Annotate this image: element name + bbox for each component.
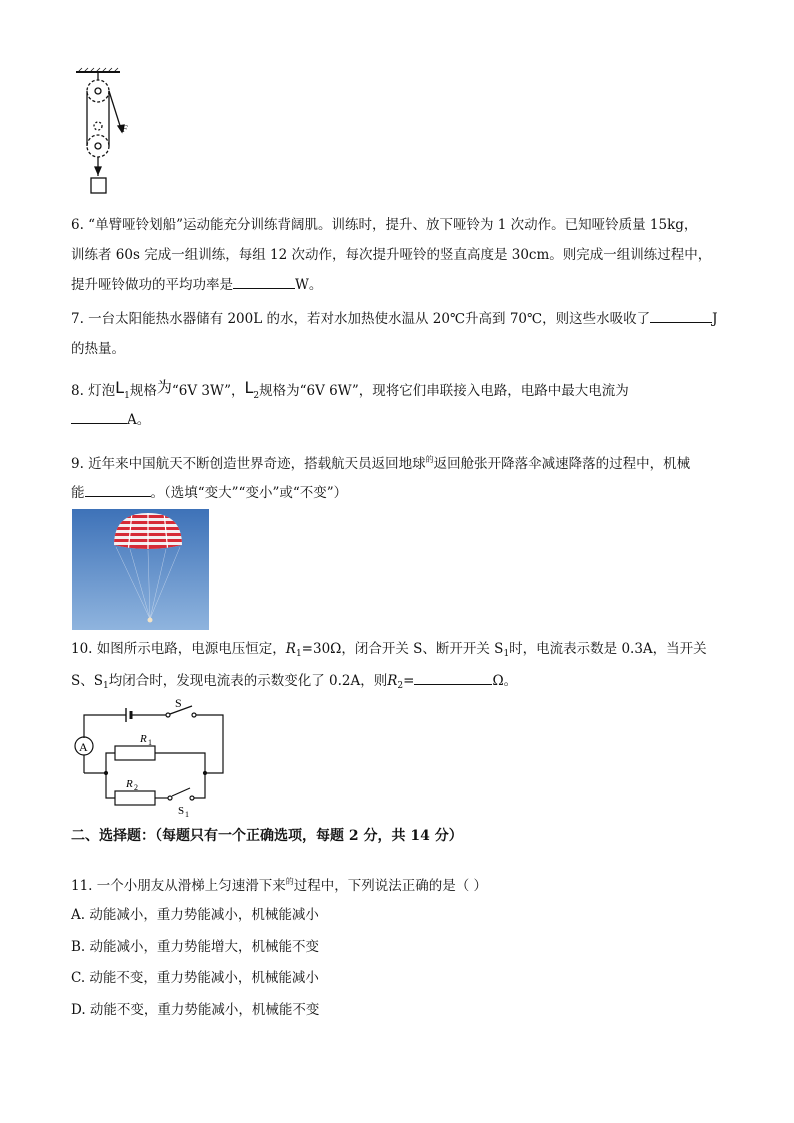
answer-blank[interactable]: [71, 411, 127, 424]
q9-line1: [71, 451, 690, 473]
q10-text: 均闭合时，发现电流表的示数变化了 0.2A，则: [108, 673, 388, 689]
q11-stem: [71, 873, 487, 895]
q10-line1: [71, 640, 707, 663]
r2-label: R: [126, 778, 133, 790]
q9-text: 能: [71, 485, 85, 501]
q7-line1: [71, 310, 718, 328]
answer-blank[interactable]: [233, 276, 295, 289]
q10-unit: Ω。: [492, 673, 518, 689]
q10-line2: [71, 672, 517, 695]
q8-text: “6V 3W”，: [171, 383, 245, 399]
option-c[interactable]: C. 动能不变，重力势能减小，机械能减小: [71, 970, 319, 986]
option-a[interactable]: A. 动能减小，重力势能减小，机械能减小: [71, 907, 319, 923]
answer-blank[interactable]: [85, 484, 151, 497]
q6-line2: 训练者 60s 完成一组训练，每组 12 次动作，每次提升哑铃的竖直高度是 30cm。则完成一组训练过程中，: [71, 247, 712, 263]
q8-text: 8. 灯泡: [71, 383, 116, 399]
r1-label: R: [140, 733, 147, 745]
q9-text: 9. 近年来中国航天不断创造世界奇迹，搭载航天员返回地球: [71, 456, 426, 472]
q8-text: 规格为“6V 6W”，现将它们串联接入电路，电路中最大电流为: [259, 383, 629, 399]
subscript: 1: [295, 649, 302, 659]
ammeter-label: A: [79, 740, 88, 754]
q9-text: 。（选填“变大”“变小”或“不变”）: [150, 485, 348, 501]
subscript: 1: [124, 391, 130, 401]
q10-text: =30Ω，闭合开关 S、断开开关 S: [301, 641, 504, 657]
subscript: 2: [253, 391, 260, 401]
circuit-diagram: [70, 694, 230, 819]
q6-line3: [71, 276, 322, 294]
q11-text: 11. 一个小朋友从滑梯上匀速滑下来: [71, 878, 286, 894]
q6-text: 提升哑铃做功的平均功率是: [71, 277, 233, 293]
r2-symbol: R: [387, 673, 398, 689]
q8-line2: [71, 411, 150, 429]
q8-text: 规格: [129, 383, 157, 399]
pulley-figure: [70, 66, 140, 198]
force-label: F: [122, 124, 128, 134]
q9-text: 返回舱张开降落伞减速降落的过程中，机械: [433, 456, 691, 472]
r2-sub: 2: [134, 783, 138, 792]
q7-text: 7. 一台太阳能热水器储有 200L 的水，若对水加热使水温从 20℃升高到 70℃，则这些水吸收了: [71, 311, 651, 327]
subscript: 1: [503, 649, 510, 659]
s1-label: S: [178, 805, 185, 817]
q7-line2: 的热量。: [71, 341, 125, 357]
lamp-l1: L: [115, 378, 125, 397]
q8-line1: [71, 378, 629, 405]
q6-unit: W。: [295, 277, 323, 293]
q11-text: 过程中，下列说法正确的是（ ）: [293, 878, 488, 894]
subscript: 2: [397, 681, 404, 691]
lamp-l2: L: [244, 378, 254, 397]
q8-unit: A。: [127, 412, 151, 428]
q10-text: S、S: [71, 673, 103, 689]
q9-text: 的: [425, 455, 434, 464]
s1-sub: 1: [185, 810, 189, 819]
q10-text: =: [403, 673, 415, 689]
r1-symbol: R: [285, 641, 296, 657]
answer-blank[interactable]: [650, 310, 712, 323]
switch-s-label: S: [175, 696, 182, 710]
option-b[interactable]: B. 动能减小，重力势能增大，机械能不变: [71, 939, 320, 955]
subscript: 1: [103, 681, 109, 691]
q10-text: 时，电流表示数是 0.3A，当开关: [509, 641, 707, 657]
q7-unit: J: [712, 311, 718, 327]
r1-sub: 1: [148, 738, 152, 747]
option-d[interactable]: D. 动能不变，重力势能减小，机械能不变: [71, 1002, 320, 1018]
q10-text: 10. 如图所示电路，电源电压恒定，: [71, 641, 286, 657]
section-heading: 二、选择题：（每题只有一个正确选项，每题 2 分，共 14 分）: [71, 828, 463, 844]
answer-blank[interactable]: [414, 672, 492, 685]
parachute-photo: [72, 509, 209, 630]
q8-text: 为: [156, 378, 172, 396]
q6-line1: 6. “单臂哑铃划船”运动能充分训练背阔肌。训练时，提升、放下哑铃为 1 次动作。已知哑铃质量 15kg，: [71, 217, 698, 233]
q9-line2: [71, 484, 347, 502]
q11-text: 的: [285, 877, 294, 886]
